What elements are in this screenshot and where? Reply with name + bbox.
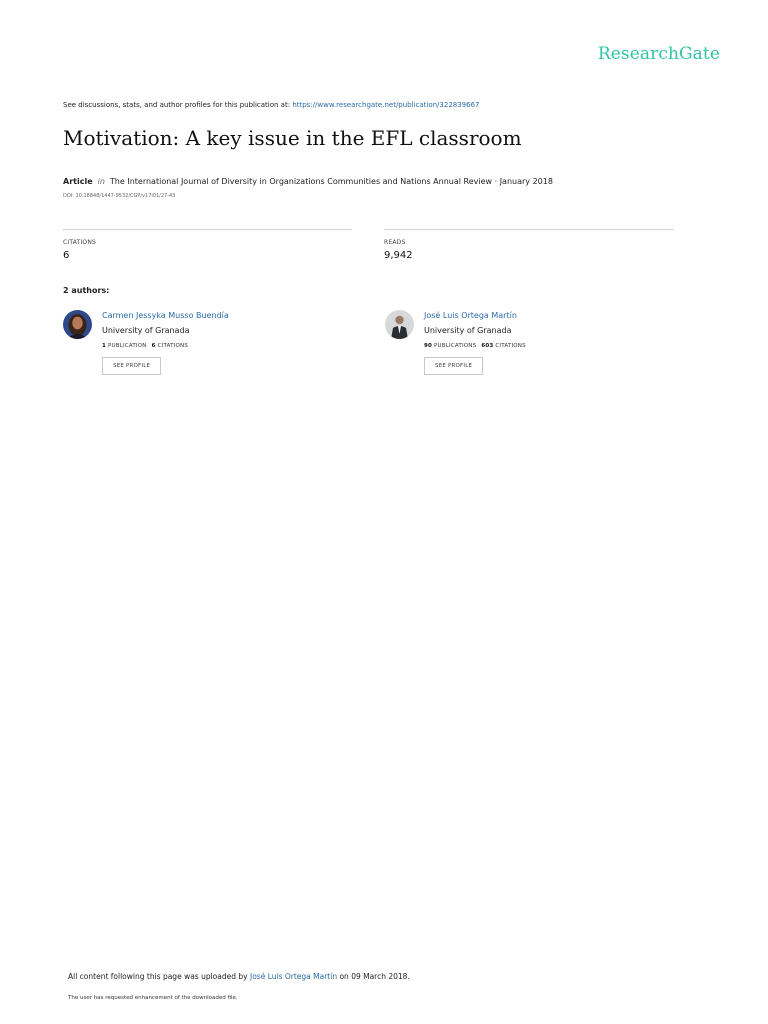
reads-label: READS — [384, 239, 406, 246]
author-stats — [102, 343, 342, 349]
author-stats — [424, 343, 664, 349]
author-publications-label: PUBLICATIONS — [434, 343, 477, 349]
upload-prefix: All content following this page was uploaded by — [68, 972, 250, 981]
upload-line — [68, 972, 410, 981]
citations-value: 6 — [63, 250, 70, 261]
enhancement-note: The user has requested enhancement of the downloaded file. — [68, 995, 238, 1001]
discussion-prefix: See discussions, stats, and author profiles for this publication at: — [63, 101, 293, 109]
author-name-link[interactable]: José Luis Ortega Martín — [424, 311, 517, 320]
doi-text: DOI: 10.18848/1447-9532/CGP/v17i01/27-43 — [63, 193, 176, 199]
author-info — [102, 310, 342, 375]
publication-source-line — [63, 177, 553, 186]
publication-title: Motivation: A key issue in the EFL classroom — [63, 126, 522, 150]
upload-suffix: on 09 March 2018. — [337, 972, 410, 981]
author-institution: University of Granada — [102, 326, 190, 335]
reads-value: 9,942 — [384, 250, 413, 261]
author-publications-label: PUBLICATION — [107, 343, 147, 349]
author-citations-count: 603 — [481, 343, 494, 349]
citations-label: CITATIONS — [63, 239, 97, 246]
author-name-link[interactable]: Carmen Jessyka Musso Buendía — [102, 311, 229, 320]
author-info — [424, 310, 664, 375]
author-citations-count: 6 — [151, 343, 156, 349]
uploader-name-link[interactable]: José Luis Ortega Martín — [249, 972, 338, 981]
see-profile-button[interactable]: SEE PROFILE — [424, 357, 483, 375]
publication-url-link[interactable]: https://www.researchgate.net/publication/322839667 — [292, 101, 480, 109]
author-citations-label: CITATIONS — [157, 343, 189, 349]
journal-and-date: The International Journal of Diversity in Organizations Communities and Nations Annual Review · January 2018 — [109, 177, 553, 186]
publication-type: Article — [63, 177, 93, 186]
author-photo-icon[interactable] — [385, 310, 414, 339]
author-institution: University of Granada — [424, 326, 512, 335]
researchgate-logo[interactable]: ResearchGate — [597, 44, 720, 64]
author-publications-count: 1 — [102, 343, 107, 349]
author-photo-icon[interactable] — [63, 310, 92, 339]
author-publications-count: 90 — [424, 343, 433, 349]
author-citations-label: CITATIONS — [495, 343, 526, 349]
authors-heading: 2 authors: — [63, 286, 110, 295]
reads-divider — [384, 229, 674, 230]
in-word: in — [97, 177, 105, 186]
citations-divider — [63, 229, 352, 230]
discussion-line — [63, 101, 480, 109]
see-profile-button[interactable]: SEE PROFILE — [102, 357, 161, 375]
